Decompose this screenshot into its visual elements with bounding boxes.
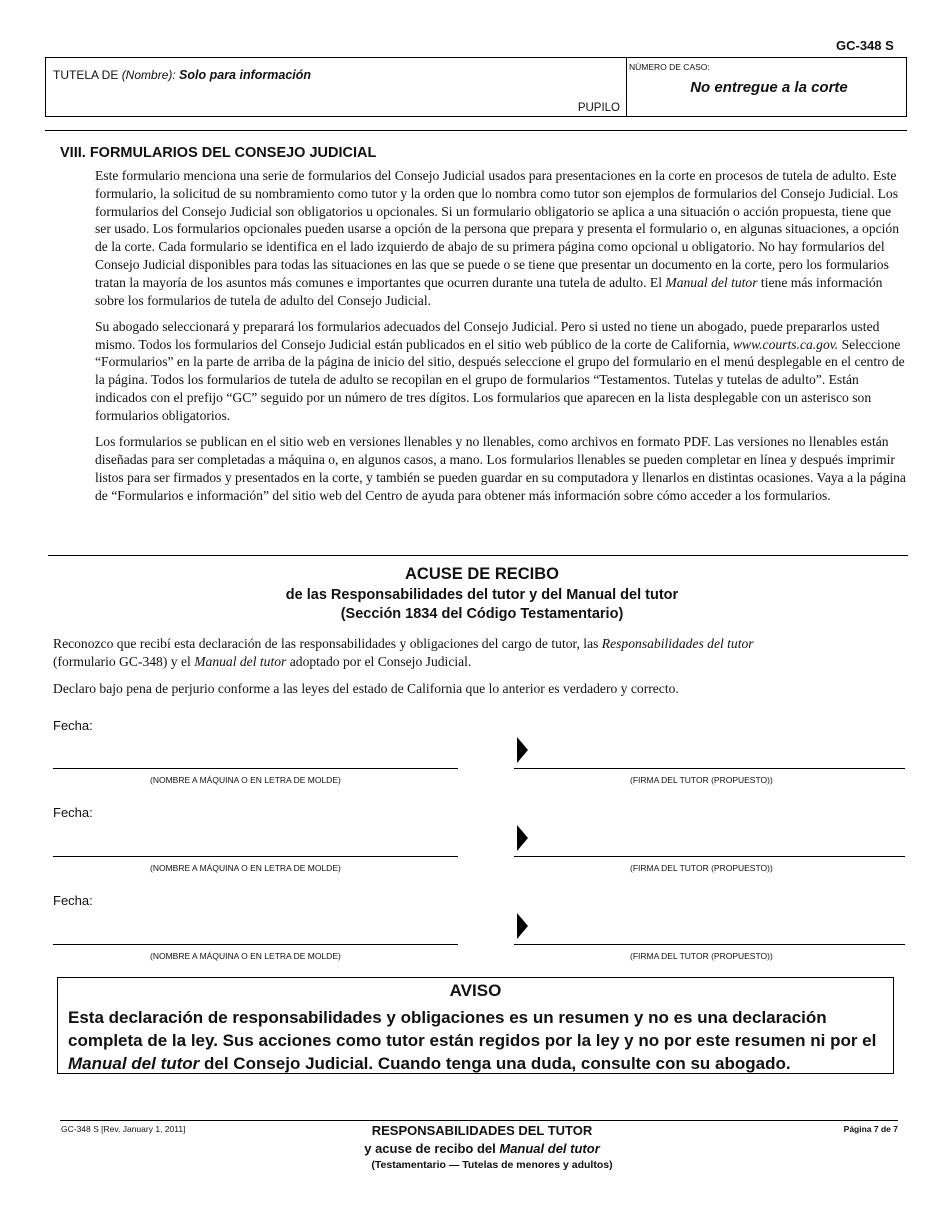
section-paragraph-3: Los formularios se publican en el sitio web en versiones llenables y no llenables, como archivos en formato PDF. Las versiones no llenables están diseñadas para ser completadas a máquina o, en algunos casos, a mano. Los formularios llenables se pueden completar en línea y después imprimir listos para ser firmados y presentados en la corte, y también se pueden guardar en su computadora y llenarlos en distintas ocasiones. Vaya a la página de “Formularios e información” del sitio web del Centro de ayuda para obtener más información sobre cómo acceder a los formularios.: [95, 434, 906, 503]
courts-website-link: www.courts.ca.gov.: [732, 336, 839, 352]
signature-caption: (FIRMA DEL TUTOR (PROPUESTO)): [630, 951, 773, 961]
header-divider: [45, 130, 907, 131]
name-label: (Nombre):: [121, 68, 176, 82]
notice-title: AVISO: [449, 981, 502, 1000]
case-number-label: NÚMERO DE CASO:: [629, 62, 710, 72]
page-number: Página 7 de 7: [843, 1124, 898, 1134]
section-title: VIII. FORMULARIOS DEL CONSEJO JUDICIAL: [60, 145, 377, 161]
guardianship-prefix: TUTELA DE: [53, 68, 122, 82]
printed-name-caption: (NOMBRE A MÁQUINA O EN LETRA DE MOLDE): [150, 951, 341, 961]
notice-text: Esta declaración de responsabilidades y obligaciones es un resumen y no es una declaración completa de la ley. Sus acciones como tutor están regidos por la ley y no por este resumen ni por el Manual del tutor del Consejo Judicial. Cuando tenga una duda, consulte con su abogado.: [68, 1008, 877, 1073]
printed-name-line[interactable]: [53, 944, 458, 945]
perjury-declaration: Declaro bajo pena de perjurio conforme a las leyes del estado de California que lo anterior es verdadero y correcto.: [53, 681, 679, 696]
section-paragraph-2: Su abogado seleccionará y preparará los formularios adecuados del Consejo Judicial. Pero si usted no tiene un abogado, puede prepararlos usted mismo. Todos los formularios del Consejo Judicial están publicados en el sitio web público de la corte de California, www.courts.ca.gov. Seleccione “Formularios” en la parte de arriba de la página de inicio del sitio, después seleccione el grupo del formulario en el menú desplegable en el centro de la página. Todos los formularios de tutela de adulto se recopilan en el grupo de formularios “Testamentos. Tutelas y tutelas de adulto”. Están indicados con el prefijo “GC” seguido por un número de tres dígitos. Los formularios que aparecen en la lista desplegable con un asterisco son formularios obligatorios.: [95, 318, 905, 423]
printed-name-caption: (NOMBRE A MÁQUINA O EN LETRA DE MOLDE): [150, 863, 341, 873]
signature-arrow-icon: [517, 913, 528, 939]
signature-caption: (FIRMA DEL TUTOR (PROPUESTO)): [630, 863, 773, 873]
manual-reference: Manual del tutor: [665, 274, 758, 290]
caption-box: [45, 57, 907, 117]
date-label: Fecha:: [53, 805, 93, 820]
printed-name-line[interactable]: [53, 856, 458, 857]
acknowledgment-title: ACUSE DE RECIBO: [404, 565, 560, 583]
acknowledgment-subtitle: de las Responsabilidades del tutor y del Manual del tutor: [285, 587, 679, 603]
date-label: Fecha:: [53, 718, 93, 733]
acknowledgment-code-reference: (Sección 1834 del Código Testamentario): [340, 606, 624, 622]
acknowledgment-text: [53, 635, 913, 707]
signature-arrow-icon: [517, 737, 528, 763]
footer-divider: [60, 1120, 898, 1121]
signature-caption: (FIRMA DEL TUTOR (PROPUESTO)): [630, 775, 773, 785]
signature-arrow-icon: [517, 825, 528, 851]
signature-line[interactable]: [514, 856, 905, 857]
signature-line[interactable]: [514, 944, 905, 945]
guardianship-label: [53, 68, 311, 82]
guardianship-field: [46, 58, 627, 116]
printed-name-caption: (NOMBRE A MÁQUINA O EN LETRA DE MOLDE): [150, 775, 341, 785]
section-divider: [48, 555, 908, 556]
date-label: Fecha:: [53, 893, 93, 908]
acknowledgment-statement: Reconozco que recibí esta declaración de las responsabilidades y obligaciones del cargo de tutor, las Responsabilidades del tutor (formulario GC-348) y el Manual del tutor adoptado por el Consejo Judicial.: [53, 636, 754, 669]
printed-name-line[interactable]: [53, 768, 458, 769]
section-paragraph-1: Este formulario menciona una serie de formularios del Consejo Judicial usados para presentaciones en la corte en procesos de tutela de adulto. Este formulario, la solicitud de su nombramiento como tutor y la orden que lo nombra como tutor son ejemplos de formularios del Consejo Judicial. Los formularios del Consejo Judicial son obligatorios u opcionales. Si un formulario obligatorio se aplica a una situación o acción propuesta, tiene que ser usado. Los formularios opcionales pueden usarse a opción de la persona que prepara y presenta el formulario o, en algunas situaciones, a opción de la corte. Cada formulario se identifica en el lado izquierdo de abajo de su primera página como opcional u obligatorio. No hay formularios del Consejo Judicial disponibles para todas las situaciones en las que se puede o se tiene que presentar un documento en la corte, pero los formularios tratan la mayoría de los asuntos más comunes e importantes que ocurren durante una tutela de adulto. El Manual del tutor tiene más información sobre los formularios de tutela de adulto del Consejo Judicial.: [95, 168, 900, 308]
footer-case-type: (Testamentario — Tutelas de menores y adultos): [371, 1159, 613, 1171]
footer-title: RESPONSABILIDADES DEL TUTOR: [371, 1123, 593, 1138]
ward-label: PUPILO: [577, 102, 620, 114]
case-number-value: No entregue a la corte: [690, 79, 848, 96]
section-body: [95, 167, 907, 513]
notice-box: [57, 977, 894, 1074]
guardianship-name-value: Solo para información: [179, 68, 312, 82]
footer-subtitle: y acuse de recibo del Manual del tutor: [364, 1141, 600, 1156]
form-revision: GC-348 S [Rev. January 1, 2011]: [61, 1124, 186, 1134]
signature-line[interactable]: [514, 768, 905, 769]
form-code: GC-348 S: [836, 38, 894, 53]
